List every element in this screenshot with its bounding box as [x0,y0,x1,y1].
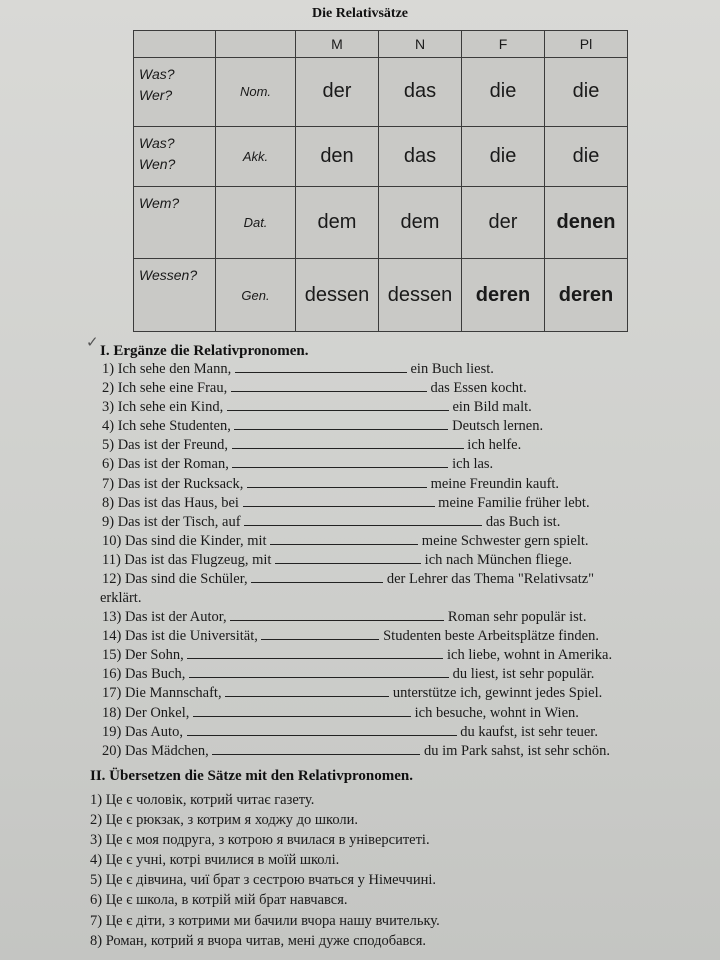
answer-blank[interactable] [230,608,444,621]
sentence-start: 12) Das sind die Schüler, [102,571,248,588]
sentence-start: 6) Das ist der Roman, [102,456,229,473]
case-label: Akk. [216,126,296,186]
answer-blank[interactable] [212,742,420,755]
sentence-end: Studenten beste Arbeitsplätze finden. [383,628,599,645]
sentence-start: 15) Der Sohn, [102,647,184,664]
answer-blank[interactable] [225,684,389,697]
answer-blank[interactable] [232,436,464,449]
sentence-start: 13) Das ist der Autor, [102,609,227,626]
answer-blank[interactable] [232,455,448,468]
list-item: 8) Роман, котрий я вчора читав, мені дуже сподобався. [90,932,427,949]
answer-blank[interactable] [275,551,421,564]
sentence-end: meine Freundin kauft. [430,475,560,492]
question-word: Wem? [139,195,180,212]
sentence-start: 16) Das Buch, [102,666,186,683]
pronoun-form: die [462,126,545,186]
list-item [102,494,702,513]
sentence-start: 4) Ich sehe Studenten, [102,418,231,435]
header-feminine: F [462,31,545,58]
sentence-continuation: erklärt. [100,590,142,607]
case-label: Gen. [216,259,296,332]
pronoun-form: dem [296,187,379,259]
sentence-start: 3) Ich sehe ein Kind, [102,399,224,416]
list-item [102,379,702,398]
question-word: Wer? [139,87,173,104]
pronoun-form: dessen [296,259,379,332]
list-item [102,627,702,646]
exercise-2-list [90,790,690,951]
check-mark-icon: ✓ [86,333,99,351]
sentence-start: 19) Das Auto, [102,723,183,740]
list-item: 4) Це є учні, котрі вчилися в моїй школі. [90,852,340,869]
pronoun-form: die [545,58,628,126]
sentence-end: ein Bild malt. [452,399,532,416]
answer-blank[interactable] [187,723,457,736]
list-item [102,646,702,665]
question-word: Was? [139,66,175,83]
table-header-row [134,31,628,58]
pronoun-form: der [296,58,379,126]
header-plural: Pl [545,31,628,58]
question-cell [134,58,216,126]
list-item: 3) Це є моя подруга, з котрою я вчилася в університеті. [90,832,430,849]
list-item: 1) Це є чоловік, котрий читає газету. [90,792,315,808]
answer-blank[interactable] [261,627,379,640]
question-word: Wessen? [139,267,198,284]
relative-pronoun-table [133,30,628,332]
exercise-1-list [102,360,702,761]
list-item [102,475,702,494]
answer-blank[interactable] [270,532,418,545]
pronoun-form: das [379,126,462,186]
list-item [102,742,702,761]
list-item [102,360,702,379]
answer-blank[interactable] [247,475,427,488]
sentence-start: 1) Ich sehe den Mann, [102,361,232,377]
sentence-start: 20) Das Mädchen, [102,742,209,759]
answer-blank[interactable] [231,379,427,392]
pronoun-form: der [462,187,545,259]
case-label: Nom. [216,58,296,126]
pronoun-form: den [296,126,379,186]
sentence-end: ich nach München fliege. [424,551,573,568]
sentence-end: du im Park sahst, ist sehr schön. [423,742,611,759]
sentence-end: das Essen kocht. [430,380,527,397]
sentence-start: 11) Das ist das Flugzeug, mit [102,551,272,568]
sentence-end: du kaufst, ist sehr teuer. [460,723,598,740]
sentence-end: meine Schwester gern spielt. [421,532,589,549]
question-word: Wen? [139,155,176,172]
answer-blank[interactable] [227,398,449,411]
answer-blank[interactable] [244,513,482,526]
sentence-end: der Lehrer das Thema "Relativsatz" [386,571,595,588]
sentence-start: 10) Das sind die Kinder, mit [102,532,267,549]
section-1-title: I. Ergänze die Relativpronomen. [100,343,309,359]
sentence-start: 5) Das ist der Freund, [102,437,229,454]
answer-blank[interactable] [243,494,435,507]
list-item: 7) Це є діти, з котрими ми бачили вчора нашу вчительку. [90,912,440,929]
sentence-end: ich liebe, wohnt in Amerika. [447,647,613,664]
pronoun-form: die [545,126,628,186]
table-row-nominative [134,58,628,126]
list-item [102,532,702,551]
list-item: 5) Це є дівчина, чиї брат з сестрою вчаться у Німеччині. [90,872,437,889]
list-item [102,704,702,723]
list-item [102,684,702,703]
list-item [102,723,702,742]
pronoun-form: dessen [379,259,462,332]
sentence-end: meine Familie früher lebt. [438,494,590,511]
sentence-start: 2) Ich sehe eine Frau, [102,380,228,397]
sentence-start: 18) Der Onkel, [102,704,190,721]
header-neuter: N [379,31,462,58]
sentence-end: ich helfe. [467,437,522,454]
answer-blank[interactable] [251,570,383,583]
header-masculine: M [296,31,379,58]
list-item [102,570,702,608]
sentence-end: Roman sehr populär ist. [447,609,587,626]
pronoun-form: dem [379,187,462,259]
sentence-start: 14) Das ist die Universität, [102,628,258,645]
list-item [102,398,702,417]
table-row-dative [134,187,628,259]
sentence-end: unterstütze ich, gewinnt jedes Spiel. [392,685,603,702]
sentence-start: 17) Die Mannschaft, [102,685,222,702]
pronoun-form: deren [462,259,545,332]
answer-blank[interactable] [234,417,448,430]
sentence-end: ich besuche, wohnt in Wien. [414,704,579,721]
sentence-start: 9) Das ist der Tisch, auf [102,513,241,530]
list-item [102,417,702,436]
section-2-title: II. Übersetzen die Sätze mit den Relativpronomen. [90,768,414,784]
sentence-start: 7) Das ist der Rucksack, [102,475,244,492]
list-item: 6) Це є школа, в котрій мій брат навчався. [90,892,348,909]
list-item [102,436,702,455]
answer-blank[interactable] [189,665,449,678]
question-cell [134,259,216,332]
sentence-end: ein Buch liest. [410,361,494,377]
list-item [102,513,702,532]
table-row-accusative [134,126,628,186]
pronoun-form: denen [545,187,628,259]
list-item [102,455,702,474]
list-item: 2) Це є рюкзак, з котрим я ходжу до школи. [90,812,359,829]
worksheet-title: Die Relativsätze [311,6,409,21]
list-item [102,608,702,627]
sentence-end: das Buch ist. [485,513,561,530]
case-label: Dat. [216,187,296,259]
sentence-end: Deutsch lernen. [452,418,544,435]
sentence-end: du liest, ist sehr populär. [452,666,595,683]
answer-blank[interactable] [235,360,407,373]
table-row-genitive [134,259,628,332]
pronoun-form: die [462,58,545,126]
answer-blank[interactable] [193,704,411,717]
question-word: Was? [139,134,175,151]
answer-blank[interactable] [187,646,443,659]
pronoun-form: deren [545,259,628,332]
pronoun-form: das [379,58,462,126]
sentence-start: 8) Das ist das Haus, bei [102,494,239,511]
header-empty-question [134,31,216,58]
question-cell [134,187,216,259]
header-empty-case [216,31,296,58]
list-item [102,551,702,570]
question-cell [134,126,216,186]
list-item [102,665,702,684]
sentence-end: ich las. [452,456,494,473]
